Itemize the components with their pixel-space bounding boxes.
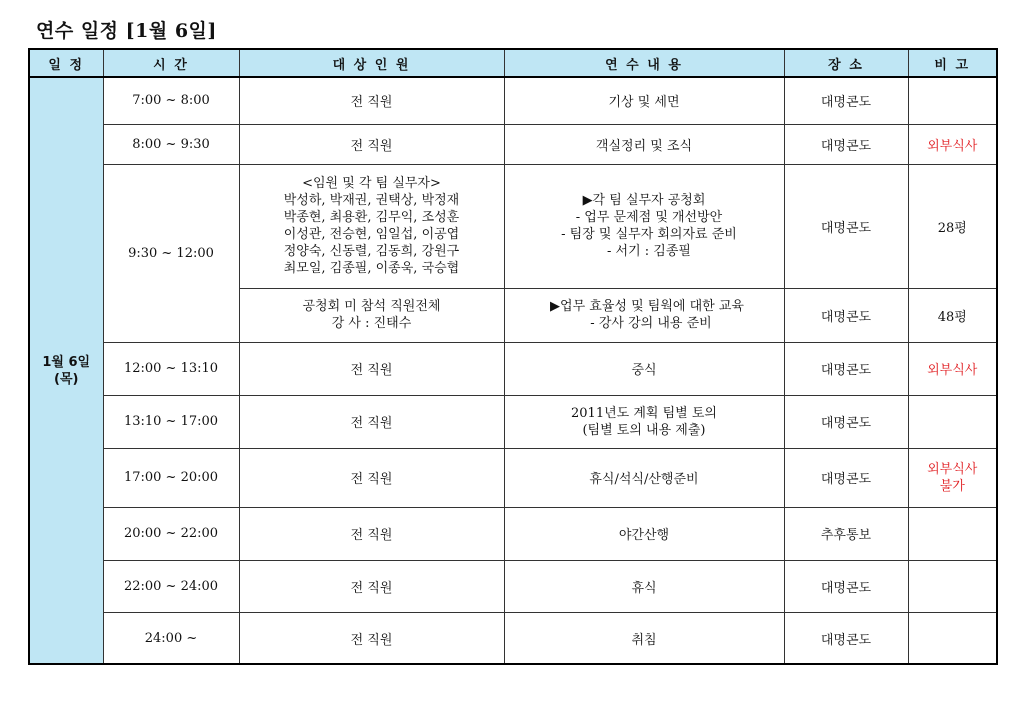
target-line: <임원 및 각 팀 실무자>: [302, 176, 441, 191]
target-line: 박성하, 박재권, 권택상, 박정재: [283, 193, 460, 208]
header-note: 비 고: [908, 49, 997, 77]
target-cell: [239, 164, 504, 288]
content-cell: 휴식/석식/산행준비: [504, 448, 784, 507]
weekday-line: (목): [54, 371, 79, 387]
schedule-table: [28, 48, 998, 665]
table-row: [29, 612, 997, 664]
table-row: [29, 395, 997, 448]
time-cell: 22:00 ~ 24:00: [103, 560, 239, 612]
content-line: ▶업무 효율성 및 팀웍에 대한 교육: [550, 299, 744, 314]
table-row: [29, 560, 997, 612]
content-line: - 업무 문제점 및 개선방안: [575, 210, 723, 225]
header-place: 장 소: [784, 49, 908, 77]
place-cell: 대명콘도: [784, 288, 908, 342]
content-line: - 서기 : 김종필: [607, 244, 691, 259]
target-cell: 전 직원: [239, 342, 504, 395]
target-line: 최모일, 김종필, 이종욱, 국승협: [283, 261, 460, 276]
note-cell: [908, 612, 997, 664]
time-cell: 12:00 ~ 13:10: [103, 342, 239, 395]
header-target: 대 상 인 원: [239, 49, 504, 77]
target-cell: 전 직원: [239, 560, 504, 612]
content-cell: [504, 288, 784, 342]
content-line: (팀별 토의 내용 제출): [582, 422, 706, 438]
time-cell: 17:00 ~ 20:00: [103, 448, 239, 507]
table-row: [29, 164, 997, 288]
note-line: 불가: [939, 478, 965, 494]
target-line: 이성관, 전승현, 임일섭, 이공엽: [283, 227, 460, 242]
date-cell: [29, 77, 103, 664]
table-row: [29, 124, 997, 164]
time-cell: 24:00 ~: [103, 612, 239, 664]
header-time: 시 간: [103, 49, 239, 77]
note-cell: 28평: [908, 164, 997, 288]
target-line: 공청회 미 참석 직원전체: [302, 299, 441, 314]
target-line: 정양숙, 신동렬, 김동희, 강원구: [283, 244, 460, 259]
target-cell: 전 직원: [239, 448, 504, 507]
place-cell: 추후통보: [784, 507, 908, 560]
note-cell: [908, 560, 997, 612]
target-cell: 전 직원: [239, 77, 504, 124]
place-cell: 대명콘도: [784, 164, 908, 288]
table-row: [29, 507, 997, 560]
header-row: [29, 49, 997, 77]
table-row: [29, 342, 997, 395]
content-cell: 객실정리 및 조식: [504, 124, 784, 164]
note-cell: 48평: [908, 288, 997, 342]
time-cell: 13:10 ~ 17:00: [103, 395, 239, 448]
content-cell: 중식: [504, 342, 784, 395]
content-cell: 취침: [504, 612, 784, 664]
target-cell: 전 직원: [239, 612, 504, 664]
content-cell: 기상 및 세면: [504, 77, 784, 124]
place-cell: 대명콘도: [784, 448, 908, 507]
place-cell: 대명콘도: [784, 395, 908, 448]
header-date: 일 정: [29, 49, 103, 77]
target-line: 강 사 : 진태수: [331, 316, 412, 331]
note-cell: 외부식사: [908, 342, 997, 395]
target-cell: 전 직원: [239, 124, 504, 164]
note-cell: [908, 448, 997, 507]
page-title: 연수 일정 [1월 6일]: [36, 20, 217, 42]
content-line: 2011년도 계획 팀별 토의: [571, 405, 717, 421]
note-cell: [908, 77, 997, 124]
time-cell: 9:30 ~ 12:00: [103, 164, 239, 342]
place-cell: 대명콘도: [784, 612, 908, 664]
target-cell: [239, 288, 504, 342]
note-cell: [908, 507, 997, 560]
note-cell: 외부식사: [908, 124, 997, 164]
time-cell: 7:00 ~ 8:00: [103, 77, 239, 124]
time-cell: 20:00 ~ 22:00: [103, 507, 239, 560]
table-row: [29, 77, 997, 124]
content-cell: 휴식: [504, 560, 784, 612]
content-cell: [504, 164, 784, 288]
place-cell: 대명콘도: [784, 342, 908, 395]
target-cell: 전 직원: [239, 507, 504, 560]
content-cell: [504, 395, 784, 448]
content-line: - 팀장 및 실무자 회의자료 준비: [561, 227, 737, 242]
content-line: - 강사 강의 내용 준비: [590, 316, 712, 331]
table-row: [29, 448, 997, 507]
note-cell: [908, 395, 997, 448]
content-line: ▶각 팀 실무자 공청회: [582, 193, 706, 208]
content-cell: 야간산행: [504, 507, 784, 560]
place-cell: 대명콘도: [784, 77, 908, 124]
place-cell: 대명콘도: [784, 560, 908, 612]
header-content: 연 수 내 용: [504, 49, 784, 77]
target-cell: 전 직원: [239, 395, 504, 448]
note-line: 외부식사: [927, 461, 978, 477]
date-line: 1월 6일: [42, 354, 91, 370]
time-cell: 8:00 ~ 9:30: [103, 124, 239, 164]
place-cell: 대명콘도: [784, 124, 908, 164]
target-line: 박종현, 최용환, 김무익, 조성훈: [283, 210, 460, 225]
